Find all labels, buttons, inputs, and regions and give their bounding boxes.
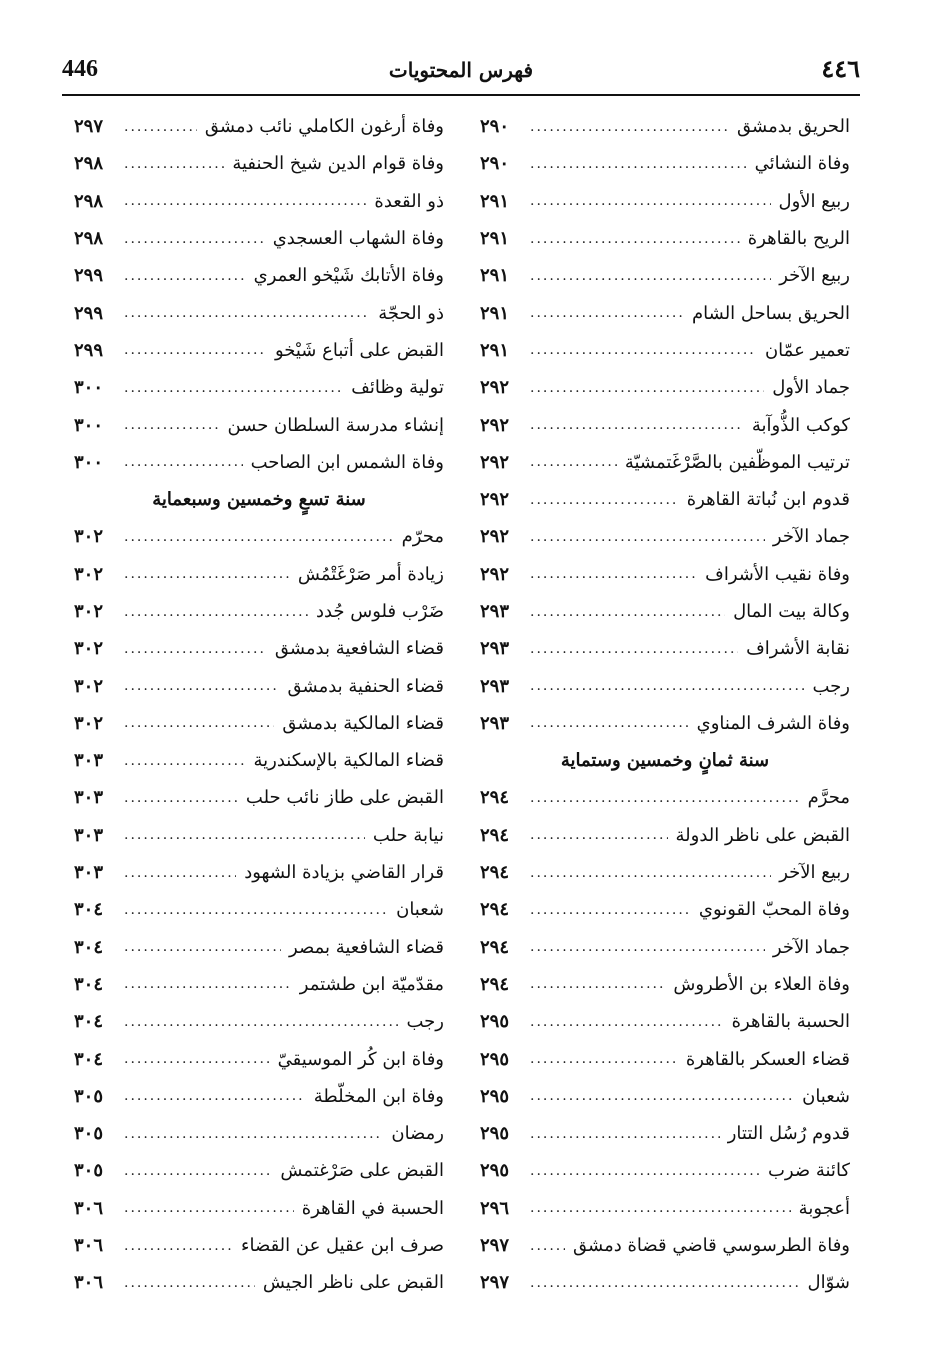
toc-entry-page: ٢٩٢ <box>480 414 510 436</box>
toc-entry-page: ٢٩١ <box>480 190 510 212</box>
toc-entry[interactable] <box>480 929 850 966</box>
toc-entry-title: ربيع الآخر <box>779 265 850 287</box>
toc-entry-page: ٢٩٠ <box>480 153 510 175</box>
toc-entry-title: الحريق بدمشق <box>737 116 850 138</box>
toc-entry[interactable] <box>480 817 850 854</box>
toc-entry[interactable] <box>74 1115 444 1152</box>
toc-entry-page: ٣٠٣ <box>74 824 104 846</box>
toc-entry[interactable] <box>74 891 444 928</box>
toc-entry-title: القبض على ناظر الجيش <box>262 1272 444 1294</box>
toc-entry-page: ٢٩٧ <box>480 1235 510 1257</box>
toc-entry-page: ٢٩٢ <box>480 563 510 585</box>
toc-entry-title: ضَرْب فلوس جُدد <box>315 601 444 622</box>
toc-entry-title: وفاة الأتابك شَيْخو العمري <box>253 265 444 287</box>
toc-entry[interactable] <box>480 183 850 220</box>
toc-entry[interactable] <box>74 1190 444 1227</box>
dot-leader <box>530 454 617 470</box>
toc-entry-title: وفاة الطرسوسي قاضي قضاة دمشق <box>573 1235 850 1257</box>
dot-leader <box>530 417 744 433</box>
toc-entry-title: وفاة المحبّ القونوي <box>698 899 850 921</box>
toc-entry[interactable] <box>74 183 444 220</box>
toc-entry[interactable] <box>480 593 850 630</box>
toc-entry-title: محرَّم <box>807 787 850 809</box>
dot-leader <box>124 342 267 358</box>
toc-entry-page: ٢٩١ <box>480 265 510 287</box>
toc-entry-page: ٣٠٢ <box>74 638 104 660</box>
dot-leader <box>530 380 764 396</box>
toc-entry[interactable] <box>480 667 850 704</box>
toc-entry-title: جماد الآخر <box>772 936 850 958</box>
dot-leader <box>124 1200 294 1216</box>
toc-entry-title: قرار القاضي بزيادة الشهود <box>244 862 444 884</box>
dot-leader <box>124 678 280 694</box>
toc-entry-page: ٣٠٢ <box>74 712 104 734</box>
toc-entry-page: ٢٩٥ <box>480 1085 510 1107</box>
toc-entry[interactable] <box>74 1227 444 1264</box>
toc-entry-page: ٣٠٦ <box>74 1272 104 1294</box>
dot-leader <box>124 454 243 470</box>
toc-entry-page: ٣٠٤ <box>74 936 104 958</box>
toc-entry-page: ٣٠٠ <box>74 451 104 473</box>
dot-leader <box>530 231 740 247</box>
toc-entry[interactable] <box>74 854 444 891</box>
toc-entry[interactable] <box>480 257 850 294</box>
toc-entry-page: ٢٩٣ <box>480 638 510 660</box>
dot-leader <box>124 715 274 731</box>
toc-entry-page: ٢٩١ <box>480 228 510 250</box>
dot-leader <box>530 715 689 731</box>
toc-entry[interactable] <box>74 108 444 145</box>
dot-leader <box>530 678 805 694</box>
toc-entry[interactable] <box>74 630 444 667</box>
toc-entry-title: ربيع الآخر <box>779 862 850 884</box>
dot-leader <box>124 976 292 992</box>
toc-entry-title: رجب <box>406 1011 444 1033</box>
toc-entry-title: ربيع الأول <box>778 190 850 212</box>
toc-entry-page: ٣٠٤ <box>74 899 104 921</box>
toc-entry[interactable] <box>74 294 444 331</box>
toc-entry-page: ٢٩١ <box>480 339 510 361</box>
toc-entry-title: وفاة نقيب الأشراف <box>705 563 850 585</box>
toc-entry-title: محرّم <box>401 526 444 548</box>
toc-entry[interactable] <box>480 108 850 145</box>
toc-entry[interactable] <box>480 145 850 182</box>
dot-leader <box>124 1163 272 1179</box>
toc-entry-title: وفاة أرغون الكاملي نائب دمشق <box>204 116 444 138</box>
toc-entry-page: ٢٩٢ <box>480 377 510 399</box>
page-number-latin: 446 <box>62 56 98 82</box>
toc-entry[interactable] <box>480 406 850 443</box>
dot-leader <box>124 1126 383 1142</box>
toc-entry-page: ٢٩٥ <box>480 1011 510 1033</box>
dot-leader <box>530 641 738 657</box>
toc-entry-title: قضاء الشافعية بمصر <box>289 936 444 958</box>
toc-entry[interactable] <box>74 1078 444 1115</box>
toc-entry-title: زيادة أمر صَرْغَتْمُش <box>297 563 444 585</box>
dot-leader <box>530 1126 720 1142</box>
dot-leader <box>530 790 800 806</box>
toc-section-heading: سنة ثمانٍ وخمسين وستماية <box>560 750 770 772</box>
toc-entry[interactable] <box>480 1227 850 1264</box>
toc-entry-title: كوكب الذُّوآبة <box>751 414 850 436</box>
toc-entry-page: ٢٩٣ <box>480 712 510 734</box>
toc-entry[interactable] <box>74 1003 444 1040</box>
dot-leader <box>124 939 281 955</box>
toc-entry[interactable] <box>74 779 444 816</box>
toc-entry-page: ٢٩٩ <box>74 265 104 287</box>
toc-entry[interactable] <box>480 1115 850 1152</box>
toc-entry-title: ذو الحجّة <box>378 302 444 324</box>
toc-entry-title: الحسبة بالقاهرة <box>731 1011 850 1033</box>
toc-entry[interactable] <box>74 929 444 966</box>
toc-entry-title: وكالة بيت المال <box>733 601 850 622</box>
toc-entry[interactable] <box>480 1040 850 1077</box>
toc-entry-page: ٣٠٤ <box>74 973 104 995</box>
toc-entry[interactable] <box>74 966 444 1003</box>
toc-entry[interactable] <box>74 556 444 593</box>
toc-entry-page: ٢٩٥ <box>480 1123 510 1145</box>
dot-leader <box>530 865 771 881</box>
toc-entry-title: قضاء المالكية بالإسكندرية <box>253 750 444 772</box>
dot-leader <box>124 827 365 843</box>
toc-entry-page: ٢٩٥ <box>480 1160 510 1182</box>
dot-leader <box>124 641 267 657</box>
toc-entry-page: ٣٠٥ <box>74 1160 104 1182</box>
toc-entry[interactable] <box>480 518 850 555</box>
toc-entry-page: ٣٠٥ <box>74 1085 104 1107</box>
toc-entry[interactable] <box>480 891 850 928</box>
toc-entry-page: ٢٩٢ <box>480 526 510 548</box>
dot-leader <box>530 1088 794 1104</box>
toc-section-heading: سنة تسعٍ وخمسين وسبعماية <box>152 489 366 511</box>
toc-entry-title: وفاة الشمس ابن الصاحب <box>250 451 444 473</box>
toc-entry[interactable] <box>74 817 444 854</box>
toc-entry-title: القبض على أتباع شَيْخو <box>274 339 444 361</box>
dot-leader <box>530 976 665 992</box>
dot-leader <box>124 417 219 433</box>
toc-entry-page: ٢٩٤ <box>480 936 510 958</box>
dot-leader <box>530 604 725 620</box>
toc-entry-title: القبض على ناظر الدولة <box>675 824 850 846</box>
toc-entry[interactable] <box>74 406 444 443</box>
dot-leader <box>124 380 343 396</box>
page-title: فهرس المحتويات <box>388 58 534 82</box>
toc-entry[interactable] <box>74 257 444 294</box>
toc-entry-title: القبض على طاز نائب حلب <box>245 787 444 809</box>
dot-leader <box>124 231 265 247</box>
toc-entry[interactable] <box>74 332 444 369</box>
dot-leader <box>124 902 388 918</box>
toc-entry-title: وفاة ابن كُر الموسيقيّ <box>277 1048 444 1070</box>
dot-leader <box>530 902 691 918</box>
toc-entry-page: ٢٩٥ <box>480 1048 510 1070</box>
toc-entry-page: ٢٩٣ <box>480 675 510 697</box>
toc-entry-title: شعبان <box>396 899 444 921</box>
toc-entry-page: ٢٩٠ <box>480 116 510 138</box>
dot-leader <box>530 529 765 545</box>
dot-leader <box>530 268 771 284</box>
toc-entry-title: وفاة النشائي <box>754 153 850 175</box>
toc-entry[interactable] <box>480 556 850 593</box>
toc-entry-title: وفاة العلاء بن الأطروش <box>673 973 850 995</box>
toc-entry-title: قضاء المالكية بدمشق <box>282 712 444 734</box>
toc-entry[interactable] <box>74 705 444 742</box>
toc-entry-page: ٢٩٦ <box>480 1197 510 1219</box>
toc-entry-page: ٢٩١ <box>480 302 510 324</box>
toc-entry[interactable] <box>480 220 850 257</box>
toc-entry-title: قدوم ابن نُباتة القاهرة <box>686 489 850 511</box>
toc-entry-page: ٣٠٣ <box>74 750 104 772</box>
dot-leader <box>530 119 729 135</box>
dot-leader <box>530 939 765 955</box>
toc-entry[interactable] <box>480 705 850 742</box>
toc-entry-page: ٣٠٤ <box>74 1011 104 1033</box>
dot-leader <box>124 1014 399 1030</box>
dot-leader <box>530 827 668 843</box>
toc-entry[interactable] <box>480 1152 850 1189</box>
toc-entry-page: ٢٩٤ <box>480 899 510 921</box>
toc-entry[interactable] <box>480 1264 850 1301</box>
toc-entry-title: جماد الأول <box>772 377 850 399</box>
toc-entry-title: رمضان <box>391 1123 444 1145</box>
toc-entry-page: ٢٩٨ <box>74 190 104 212</box>
dot-leader <box>124 156 224 172</box>
toc-entry[interactable] <box>480 1078 850 1115</box>
toc-entry-title: جماد الآخر <box>772 526 850 548</box>
toc-entry-page: ٢٩٧ <box>74 116 104 138</box>
toc-entry-title: أعجوبة <box>798 1197 850 1219</box>
toc-entry-page: ٣٠٦ <box>74 1235 104 1257</box>
dot-leader <box>530 305 684 321</box>
dot-leader <box>124 1238 233 1254</box>
toc-entry[interactable] <box>74 444 444 481</box>
page-number-arabic: ٤٤٦ <box>821 54 860 83</box>
toc-entry-page: ٢٩٣ <box>480 601 510 622</box>
dot-leader <box>530 1051 678 1067</box>
toc-entry-title: القبض على صَرْغتمش <box>280 1160 444 1182</box>
dot-leader <box>124 566 290 582</box>
toc-entry-page: ٢٩٤ <box>480 787 510 809</box>
toc-entry-title: الريح بالقاهرة <box>747 228 850 250</box>
toc-entry[interactable] <box>74 593 444 630</box>
dot-leader <box>124 865 236 881</box>
dot-leader <box>530 1014 724 1030</box>
toc-entry[interactable] <box>480 369 850 406</box>
toc-entry-page: ٢٩٩ <box>74 302 104 324</box>
toc-entry-title: قدوم رُسُل التتار <box>727 1123 850 1145</box>
toc-entry[interactable] <box>480 854 850 891</box>
toc-entry-title: ترتيب الموظّفين بالصَّرْغَتمشيّة <box>624 451 850 473</box>
toc-entry-title: إنشاء مدرسة السلطان حسن <box>227 414 444 436</box>
toc-entry-title: كائنة ضرب <box>767 1160 850 1182</box>
toc-entry[interactable] <box>74 518 444 555</box>
dot-leader <box>124 1088 306 1104</box>
dot-leader <box>530 1275 800 1291</box>
toc-entry[interactable] <box>480 294 850 331</box>
toc-entry[interactable] <box>480 332 850 369</box>
dot-leader <box>530 1238 565 1254</box>
dot-leader <box>530 1200 791 1216</box>
dot-leader <box>124 529 394 545</box>
toc-entry[interactable] <box>480 779 850 816</box>
toc-entry-page: ٣٠٠ <box>74 377 104 399</box>
toc-entry-page: ٢٩٨ <box>74 228 104 250</box>
toc-entry-page: ٢٩٤ <box>480 973 510 995</box>
dot-leader <box>530 1163 760 1179</box>
dot-leader <box>124 193 366 209</box>
toc-entry-page: ٣٠٣ <box>74 787 104 809</box>
dot-leader <box>124 1275 255 1291</box>
dot-leader <box>530 193 771 209</box>
toc-entry[interactable] <box>480 1003 850 1040</box>
toc-entry-title: ذو القعدة <box>374 190 444 212</box>
dot-leader <box>124 305 370 321</box>
toc-entry-title: مقدّميّة ابن طشتمر <box>299 973 444 995</box>
dot-leader <box>124 119 197 135</box>
dot-leader <box>530 566 697 582</box>
toc-entry[interactable] <box>74 742 444 779</box>
toc-entry-page: ٣٠٢ <box>74 563 104 585</box>
toc-entry-title: الحسبة في القاهرة <box>301 1197 444 1219</box>
toc-entry-title: تعمير عمّان <box>764 339 850 361</box>
toc-entry[interactable] <box>480 1190 850 1227</box>
toc-entry-title: شعبان <box>802 1085 850 1107</box>
toc-entry-title: نقابة الأشراف <box>746 638 850 660</box>
toc-column-left <box>74 108 444 1302</box>
toc-entry[interactable] <box>480 444 850 481</box>
toc-entry[interactable] <box>74 1264 444 1301</box>
dot-leader <box>124 790 238 806</box>
toc-column-right <box>480 108 850 1302</box>
toc-entry[interactable] <box>480 481 850 518</box>
toc-entry-title: صرف ابن عقيل عن القضاء <box>241 1235 444 1257</box>
toc-entry-page: ٣٠٢ <box>74 675 104 697</box>
toc-entry[interactable] <box>74 369 444 406</box>
dot-leader <box>530 156 747 172</box>
toc-entry-page: ٣٠٢ <box>74 601 104 622</box>
toc-entry-title: تولية وظائف <box>351 377 444 399</box>
toc-entry-title: الحريق بساحل الشام <box>692 302 850 324</box>
toc-entry[interactable] <box>74 145 444 182</box>
toc-entry-page: ٢٩٧ <box>480 1272 510 1294</box>
toc-entry-title: قضاء الحنفية بدمشق <box>287 675 444 697</box>
dot-leader <box>530 492 679 508</box>
toc-entry-page: ٢٩٩ <box>74 339 104 361</box>
toc-entry-title: وفاة ابن المخلّطة <box>313 1085 444 1107</box>
toc-entry-page: ٣٠٣ <box>74 862 104 884</box>
toc-entry-title: شوّال <box>807 1272 850 1294</box>
dot-leader <box>124 753 245 769</box>
toc-entry-page: ٣٠٢ <box>74 526 104 548</box>
toc-entry-title: نيابة حلب <box>372 824 444 846</box>
dot-leader <box>530 342 757 358</box>
dot-leader <box>124 1051 270 1067</box>
toc-entry[interactable] <box>480 630 850 667</box>
toc-entry-page: ٢٩٢ <box>480 451 510 473</box>
toc-entry[interactable] <box>480 966 850 1003</box>
toc-entry-page: ٣٠٤ <box>74 1048 104 1070</box>
toc-entry-title: وفاة الشرف المناوي <box>696 712 850 734</box>
toc-entry-page: ٢٩٨ <box>74 153 104 175</box>
header-rule <box>62 94 860 96</box>
toc-entry-page: ٣٠٠ <box>74 414 104 436</box>
toc-entry-title: وفاة الشهاب العسجدي <box>272 228 444 250</box>
toc-entry-title: قضاء العسكر بالقاهرة <box>685 1048 850 1070</box>
toc-entry[interactable] <box>74 1040 444 1077</box>
toc-entry-page: ٣٠٥ <box>74 1123 104 1145</box>
toc-entry-page: ٢٩٤ <box>480 824 510 846</box>
toc-entry[interactable] <box>74 1152 444 1189</box>
dot-leader <box>124 268 246 284</box>
toc-entry-page: ٢٩٤ <box>480 862 510 884</box>
toc-entry[interactable] <box>74 220 444 257</box>
toc-entry-page: ٣٠٦ <box>74 1197 104 1219</box>
dot-leader <box>124 604 308 620</box>
toc-entry-page: ٢٩٢ <box>480 489 510 511</box>
toc-entry-title: رجب <box>812 675 850 697</box>
toc-entry-title: وفاة قوام الدين شيخ الحنفية <box>232 153 444 175</box>
toc-entry-title: قضاء الشافعية بدمشق <box>274 638 444 660</box>
page-header <box>62 50 860 94</box>
toc-entry[interactable] <box>74 667 444 704</box>
